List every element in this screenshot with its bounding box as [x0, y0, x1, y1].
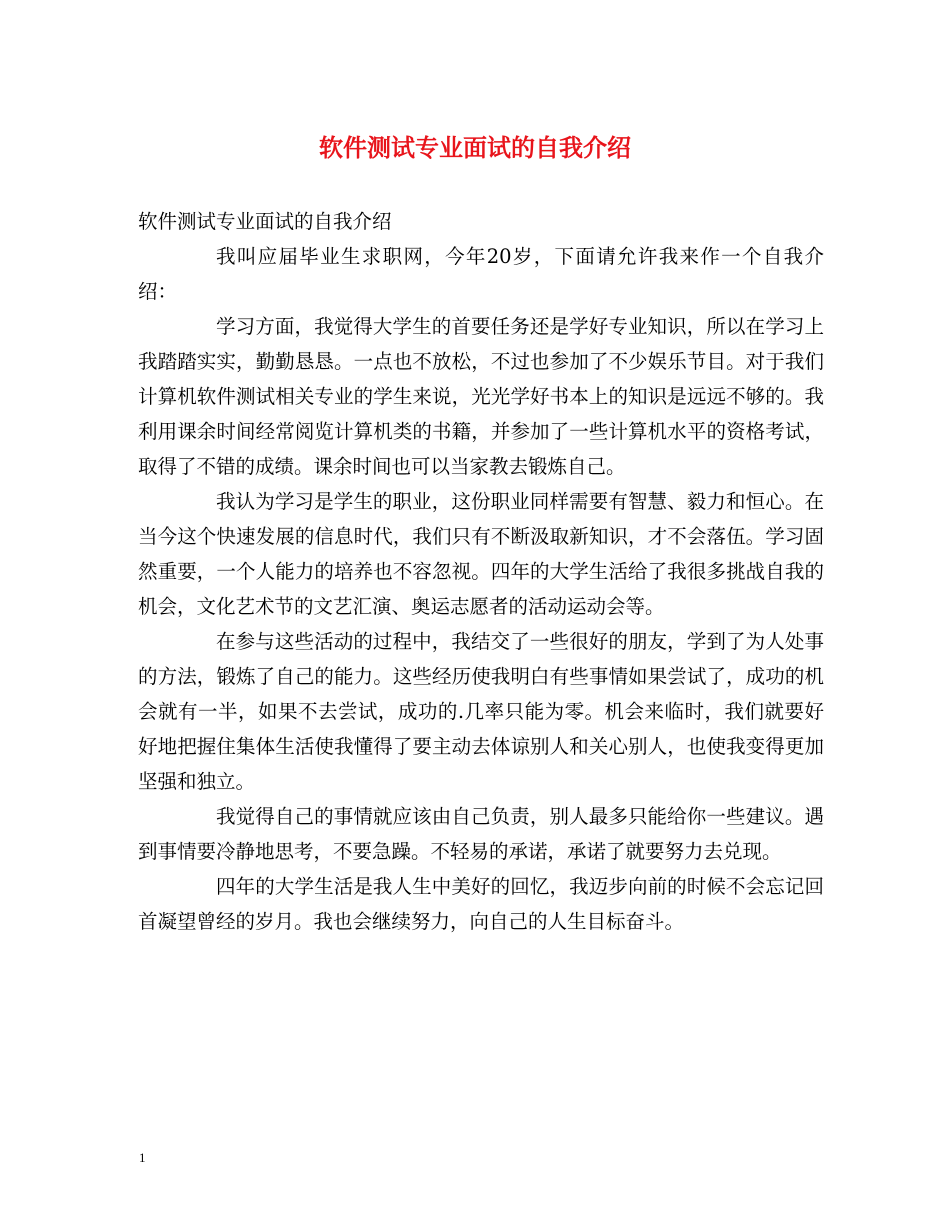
- paragraph-study: 学习方面，我觉得大学生的首要任务还是学好专业知识，所以在学习上我踏踏实实，勤勤恳恳。一点也不放松，不过也参加了不少娱乐节目。对于我们计算机软件测试相关专业的学生来说，光光学好书本上的知识是远远不够的。我利用课余时间经常阅览计算机类的书籍，并参加了一些计算机水平的资格考试，取得了不错的成绩。课余时间也可以当家教去锻炼自己。: [138, 315, 824, 478]
- document-subtitle: 软件测试专业面试的自我介绍: [138, 210, 392, 233]
- paragraph-responsibility: 我觉得自己的事情就应该由自己负责，别人最多只能给你一些建议。遇到事情要冷静地思考，不要急躁。不轻易的承诺，承诺了就要努力去兑现。: [138, 805, 824, 863]
- document-body: [138, 204, 824, 939]
- paragraph-intro: 我叫应届毕业生求职网，今年20岁，下面请允许我来作一个自我介绍：: [138, 245, 824, 303]
- page-title: 软件测试专业面试的自我介绍: [319, 133, 631, 162]
- paragraph-conclusion: 四年的大学生活是我人生中美好的回忆，我迈步向前的时候不会忘记回首凝望曾经的岁月。我也会继续努力，向自己的人生目标奋斗。: [138, 875, 824, 933]
- paragraph-career: 我认为学习是学生的职业，这份职业同样需要有智慧、毅力和恒心。在当今这个快速发展的信息时代，我们只有不断汲取新知识，才不会落伍。学习固然重要，一个人能力的培养也不容忽视。四年的大学生活给了我很多挑战自我的机会，文化艺术节的文艺汇演、奥运志愿者的活动运动会等。: [138, 490, 824, 618]
- paragraph-activities: 在参与这些活动的过程中，我结交了一些很好的朋友，学到了为人处事的方法，锻炼了自己的能力。这些经历使我明白有些事情如果尝试了，成功的机会就有一半，如果不去尝试，成功的.几率只能为零。机会来临时，我们就要好好地把握住集体生活使我懂得了要主动去体谅别人和关心别人，也使我变得更加坚强和独立。: [138, 630, 824, 793]
- page-number: 1: [139, 1150, 146, 1165]
